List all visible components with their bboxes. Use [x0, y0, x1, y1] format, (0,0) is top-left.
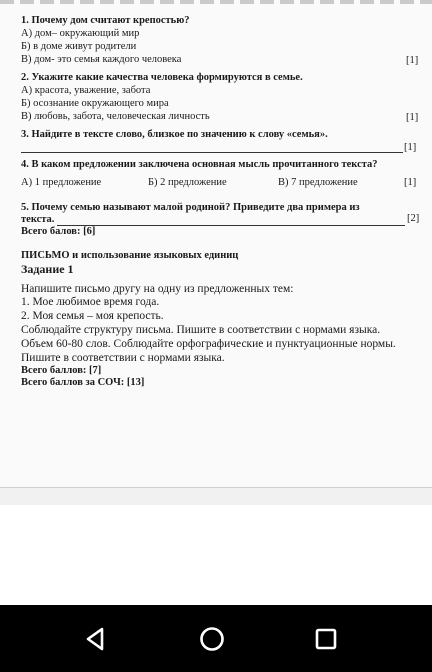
q4-option-c: В) 7 предложение [278, 177, 358, 188]
q4-option-a: А) 1 предложение [21, 177, 102, 188]
question-3: 3. Найдите в тексте слово, близкое по значению к слову «семья». [21, 129, 328, 140]
gray-gap [0, 488, 432, 505]
android-navigation-bar [0, 605, 432, 672]
q2-option-c: В) любовь, забота, человеческая личность [21, 111, 210, 122]
task-line-6: Пишите в соответствии с нормами языка. [21, 352, 225, 364]
task-line-3: 2. Моя семья – моя крепость. [21, 310, 164, 322]
q2-option-b: Б) осознание окружающего мира [21, 98, 169, 109]
q1-option-c: В) дом- это семья каждого человека [21, 54, 182, 65]
recents-icon [310, 623, 342, 655]
question-5-line-2: текста. [21, 214, 55, 225]
task-line-4: Соблюдайте структуру письма. Пишите в соответствии с нормами языка. [21, 324, 381, 336]
task-line-2: 1. Мое любимое время года. [21, 296, 160, 308]
q5-score: [2] [407, 213, 420, 224]
home-button[interactable] [196, 623, 228, 655]
task-title: Задание 1 [21, 262, 74, 276]
total-task-score: Всего баллов: [7] [21, 365, 102, 376]
cropped-top-line [0, 0, 432, 4]
q1-score: [1] [406, 55, 419, 66]
empty-area [0, 505, 432, 605]
q3-answer-line [21, 152, 403, 153]
q2-option-a: А) красота, уважение, забота [21, 85, 151, 96]
q4-option-b: Б) 2 предложение [148, 177, 227, 188]
q5-answer-line [57, 225, 405, 226]
task-line-1: Напишите письмо другу на одну из предложенных тем: [21, 283, 294, 295]
q2-score: [1] [406, 112, 419, 123]
total-score-1: Всего балов: [6] [21, 226, 96, 237]
total-all-score: Всего баллов за СОЧ: [13] [21, 377, 145, 388]
back-icon [80, 623, 112, 655]
question-2: 2. Укажите какие качества человека формируются в семье. [21, 72, 303, 83]
home-icon [196, 623, 228, 655]
recents-button[interactable] [310, 623, 342, 655]
task-line-5: Объем 60-80 слов. Соблюдайте орфографические и пунктуационные нормы. [21, 338, 396, 350]
section-title: ПИСЬМО и использование языковых единиц [21, 250, 239, 261]
back-button[interactable] [80, 623, 112, 655]
q1-option-b: Б) в доме живут родители [21, 41, 137, 52]
q4-score: [1] [404, 177, 417, 188]
question-5-line-1: 5. Почему семью называют малой родиной? Приведите два примера из [21, 202, 360, 213]
question-4: 4. В каком предложении заключена основная мысль прочитанного текста? [21, 159, 378, 170]
q3-score: [1] [404, 142, 417, 153]
q1-option-a: А) дом– окружающий мир [21, 28, 140, 39]
question-1: 1. Почему дом считают крепостью? [21, 15, 190, 26]
